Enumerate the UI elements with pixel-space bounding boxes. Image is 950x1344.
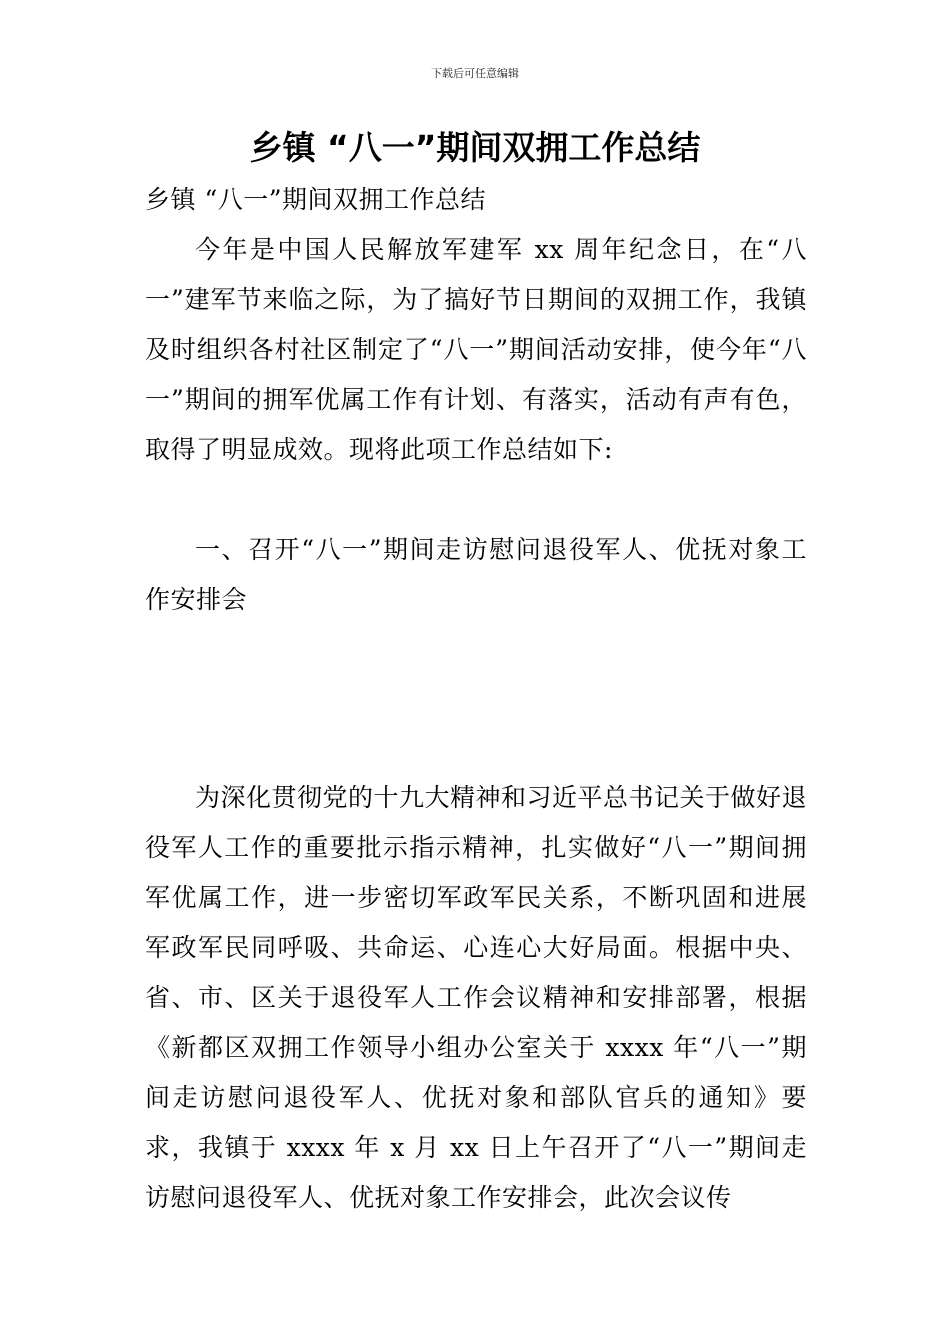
paragraph-intro: 今年是中国人民解放军建军 xx 周年纪念日，在“八一”建军节来临之际，为了搞好节日期间的双拥工作，我镇及时组织各村社区制定了“八一”期间活动安排，使今年“八一”期间的拥军优属工作有计划、有落实，活动有声有色，取得了明显成效。现将此项工作总结如下: — [145, 235, 807, 464]
document-title: 乡镇 “八一”期间双拥工作总结 — [249, 128, 701, 167]
document-subtitle: 乡镇 “八一”期间双拥工作总结 — [145, 185, 487, 214]
header-note: 下载后可任意编辑 — [431, 67, 519, 80]
paragraph-section-1: 为深化贯彻党的十九大精神和习近平总书记关于做好退役军人工作的重要批示指示精神，扎实做好“八一”期间拥军优属工作，进一步密切军政军民关系，不断巩固和进展军政军民同呼吸、共命运、心连心大好局面。根据中央、省、市、区关于退役军人工作会议精神和安排部署，根据《新都区双拥工作领导小组办公室关于 xxxx 年“八一”期间走访慰问退役军人、优抚对象和部队官兵的通知》要求，我镇于 xxxx 年 x 月 xx 日上午召开了“八一”期间走访慰问退役军人、优抚对象工作安排会，此次会议传 — [145, 783, 808, 1212]
section-heading-1: 一、召开“八一”期间走访慰问退役军人、优抚对象工作安排会 — [145, 535, 807, 614]
